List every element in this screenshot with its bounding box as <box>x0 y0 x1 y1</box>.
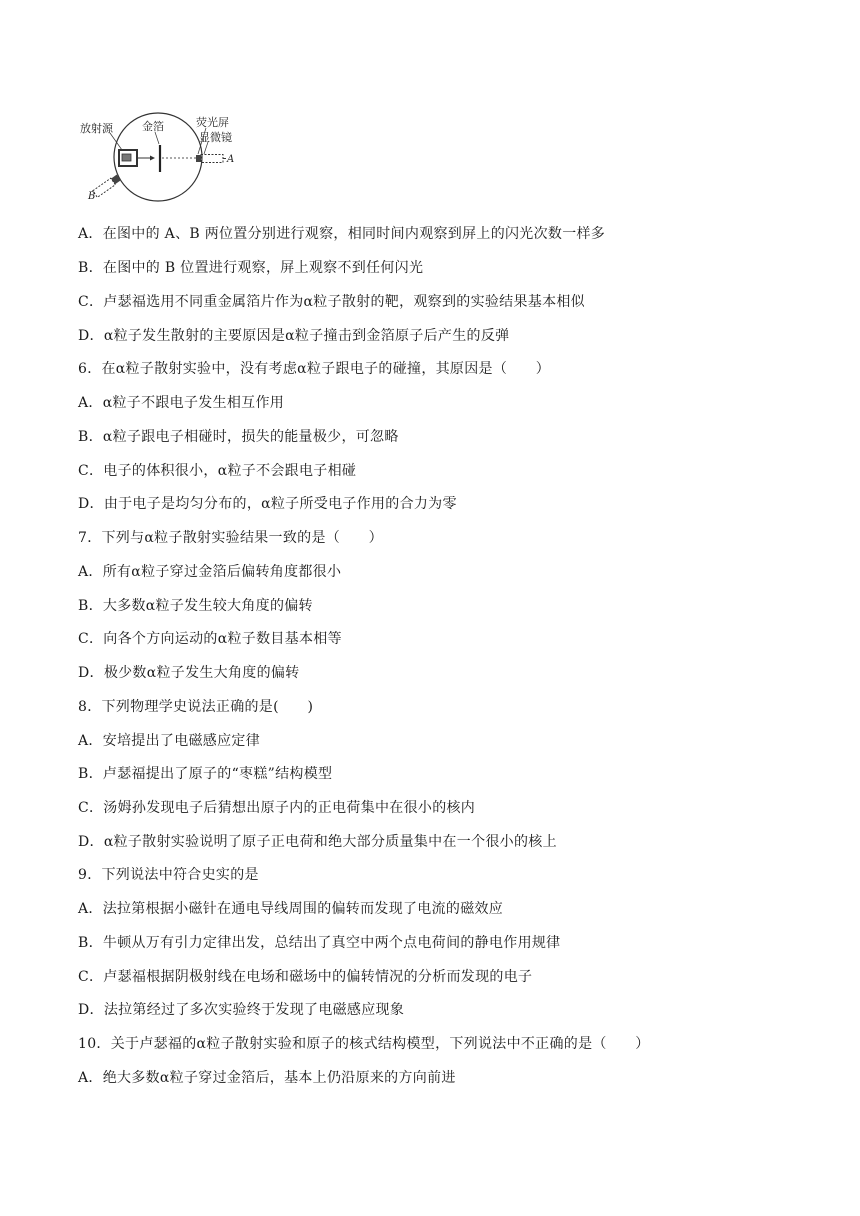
q5-option-a: A．在图中的 A、B 两位置分别进行观察，相同时间内观察到屏上的闪光次数一样多 <box>78 226 606 242</box>
q10-stem: 10．关于卢瑟福的α粒子散射实验和原子的核式结构模型，下列说法中不正确的是（ ） <box>78 1036 650 1052</box>
q8-option-c: C．汤姆孙发现电子后猜想出原子内的正电荷集中在很小的核内 <box>78 800 476 816</box>
screen-b <box>111 175 121 185</box>
q7-option-d: D．极少数α粒子发生大角度的偏转 <box>78 665 300 681</box>
q7-option-b: B．大多数α粒子发生较大角度的偏转 <box>78 598 313 614</box>
q5-option-b: B．在图中的 B 位置进行观察，屏上观察不到任何闪光 <box>78 260 424 276</box>
q8-option-a: A．安培提出了电磁感应定律 <box>78 733 261 749</box>
label-microscope: 显微镜 <box>199 131 232 144</box>
q8-option-b: B．卢瑟福提出了原子的“枣糕”结构模型 <box>78 766 333 782</box>
q6-option-d: D．由于电子是均匀分布的，α粒子所受电子作用的合力为零 <box>78 496 457 512</box>
q5-option-d: D．α粒子发生散射的主要原因是α粒子撞击到金箔原子后产生的反弹 <box>78 328 510 344</box>
microscope-a <box>201 155 223 163</box>
q6-option-c: C．电子的体积很小，α粒子不会跟电子相碰 <box>78 463 357 479</box>
source-core <box>122 154 131 161</box>
q5-option-c: C．卢瑟福选用不同重金属箔片作为α粒子散射的靶，观察到的实验结果基本相似 <box>78 294 585 310</box>
label-screen: 荧光屏 <box>196 116 229 129</box>
q8-stem: 8．下列物理学史说法正确的是( ) <box>78 699 314 715</box>
apparatus-svg <box>78 110 238 206</box>
alpha-scattering-apparatus-diagram <box>78 110 238 206</box>
screen-a <box>196 155 201 162</box>
q10-option-a: A．绝大多数α粒子穿过金箔后，基本上仍沿原来的方向前进 <box>78 1070 456 1086</box>
q9-option-c: C．卢瑟福根据阴极射线在电场和磁场中的偏转情况的分析而发现的电子 <box>78 969 533 985</box>
microscope-b <box>93 174 121 197</box>
q6-stem: 6．在α粒子散射实验中，没有考虑α粒子跟电子的碰撞，其原因是（ ） <box>78 361 551 377</box>
microscope-b-body <box>93 178 116 197</box>
q6-option-b: B．α粒子跟电子相碰时，损失的能量极少，可忽略 <box>78 429 399 445</box>
q6-option-a: A．α粒子不跟电子发生相互作用 <box>78 395 285 411</box>
q9-stem: 9．下列说法中符合史实的是 <box>78 867 259 883</box>
q9-option-a: A．法拉第根据小磁针在通电导线周围的偏转而发现了电流的磁效应 <box>78 901 504 917</box>
q9-option-b: B．牛顿从万有引力定律出发，总结出了真空中两个点电荷间的静电作用规律 <box>78 935 561 951</box>
label-position-b: B <box>88 191 96 202</box>
q8-option-d: D．α粒子散射实验说明了原子正电荷和绝大部分质量集中在一个很小的核上 <box>78 834 557 850</box>
q7-option-a: A．所有α粒子穿过金箔后偏转角度都很小 <box>78 564 342 580</box>
q9-option-d: D．法拉第经过了多次实验终于发现了电磁感应现象 <box>78 1002 405 1018</box>
foil-leader <box>155 132 159 144</box>
label-position-a: A <box>227 154 235 165</box>
label-foil: 金箔 <box>142 120 164 133</box>
beam-arrow <box>150 156 155 161</box>
label-source: 放射源 <box>80 122 113 135</box>
q7-option-c: C．向各个方向运动的α粒子数目基本相等 <box>78 631 342 647</box>
q7-stem: 7．下列与α粒子散射实验结果一致的是（ ） <box>78 530 383 546</box>
